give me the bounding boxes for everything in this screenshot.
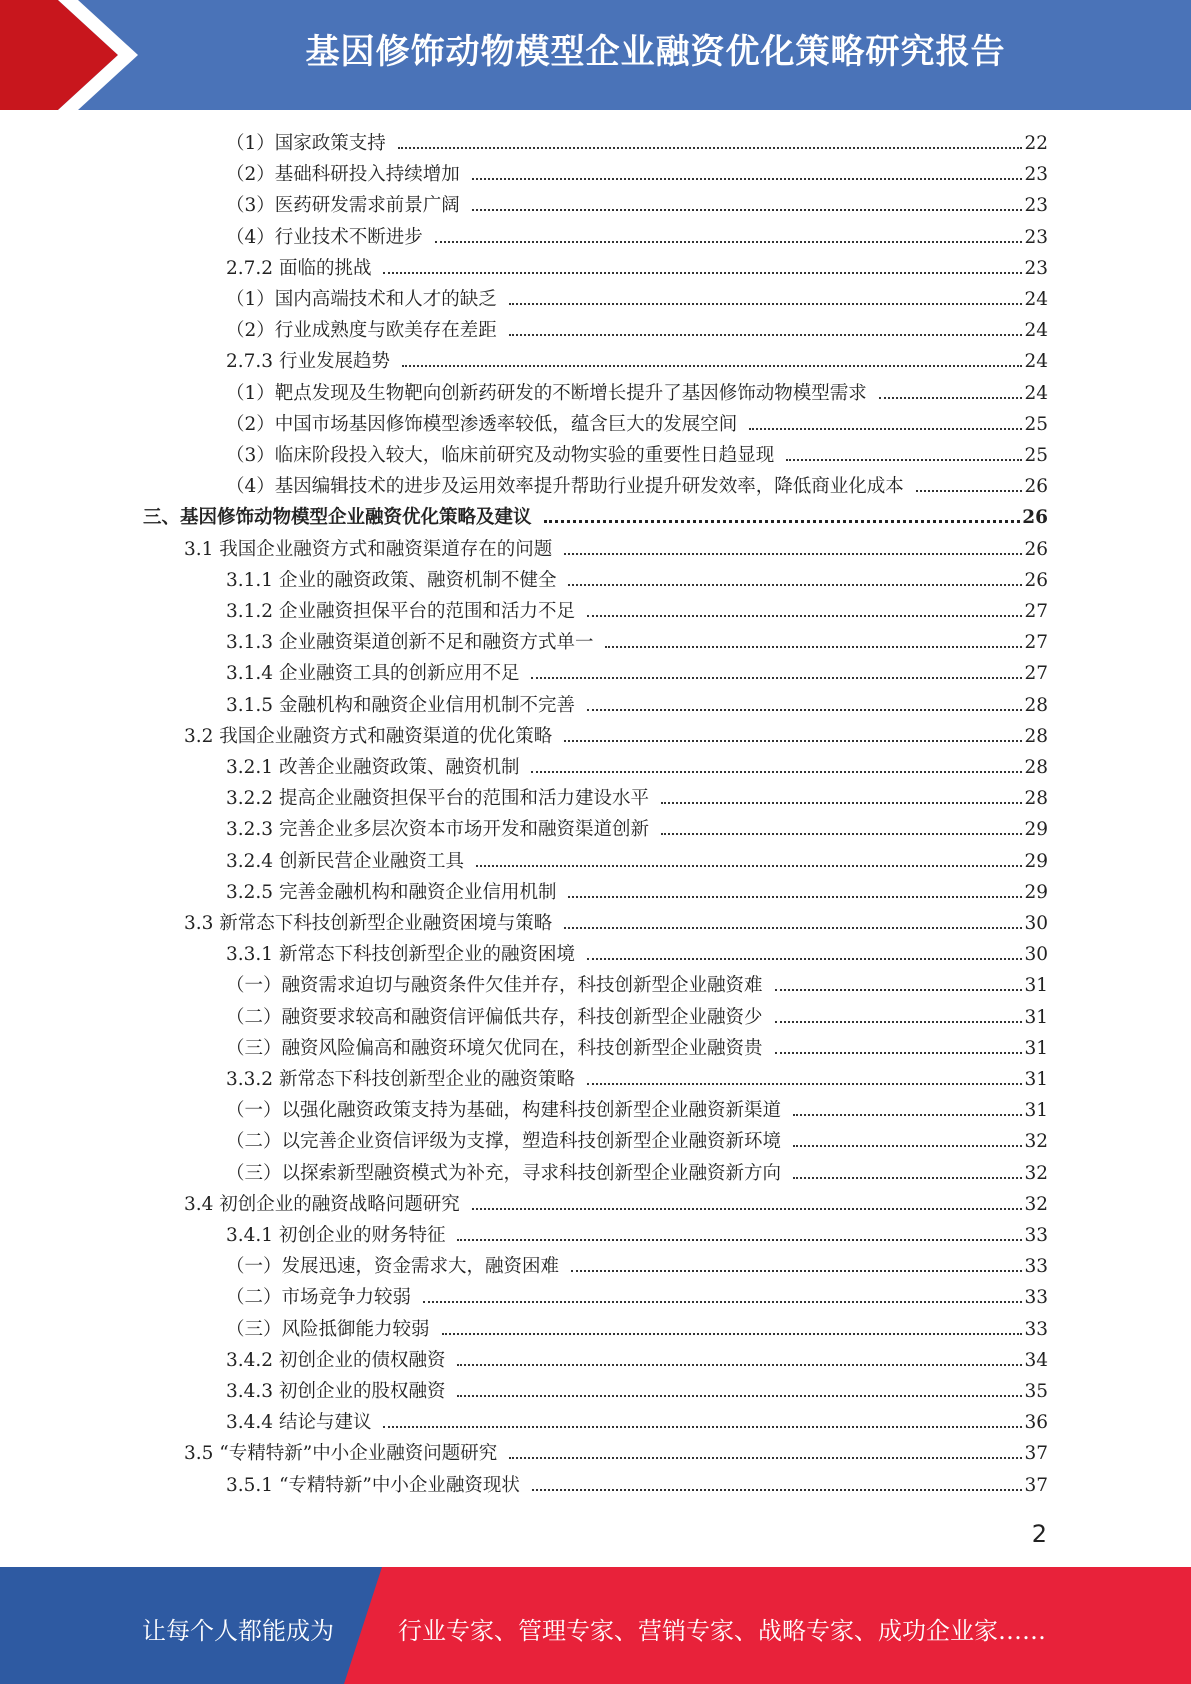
toc-entry-label: 3.1.5 金融机构和融资企业信用机制不完善 bbox=[226, 695, 575, 716]
toc-entry-label: （三）融资风险偏高和融资环境欠优同在，科技创新型企业融资贵 bbox=[226, 1038, 763, 1059]
toc-dot-leader bbox=[457, 1395, 1022, 1397]
toc-dot-leader bbox=[587, 1083, 1022, 1085]
toc-dot-leader bbox=[544, 520, 1021, 523]
toc-entry[interactable] bbox=[226, 159, 1048, 190]
toc-entry-label: （3）医药研发需求前景广阔 bbox=[226, 195, 460, 216]
toc-dot-leader bbox=[749, 428, 1022, 430]
toc-entry[interactable] bbox=[226, 190, 1048, 221]
toc-entry-label: （二）融资要求较高和融资信评偏低共存，科技创新型企业融资少 bbox=[226, 1007, 763, 1028]
toc-entry-page: 27 bbox=[1024, 663, 1048, 684]
toc-entry-label: （3）临床阶段投入较大，临床前研究及动物实验的重要性日趋显现 bbox=[226, 445, 775, 466]
toc-dot-leader bbox=[786, 459, 1022, 461]
footer-banner bbox=[0, 1567, 1191, 1684]
toc-entry[interactable] bbox=[226, 1282, 1048, 1313]
toc-entry-label: （1）国家政策支持 bbox=[226, 133, 386, 154]
footer-slogan-left: 让每个人都能成为 bbox=[142, 1617, 334, 1645]
toc-entry-page: 26 bbox=[1024, 570, 1048, 591]
toc-entry-page: 23 bbox=[1024, 195, 1048, 216]
toc-entry-label: （2）中国市场基因修饰模型渗透率较低，蕴含巨大的发展空间 bbox=[226, 414, 738, 435]
toc-entry-page: 28 bbox=[1024, 726, 1048, 747]
toc-entry-page: 23 bbox=[1024, 258, 1048, 279]
toc-entry[interactable] bbox=[226, 440, 1048, 471]
toc-dot-leader bbox=[476, 865, 1022, 867]
toc-entry-page: 30 bbox=[1024, 913, 1048, 934]
toc-entry[interactable] bbox=[226, 471, 1048, 502]
toc-dot-leader bbox=[564, 553, 1022, 555]
toc-entry-label: （4）基因编辑技术的进步及运用效率提升帮助行业提升研发效率，降低商业化成本 bbox=[226, 476, 904, 497]
toc-entry[interactable] bbox=[226, 658, 1048, 689]
toc-dot-leader bbox=[531, 677, 1022, 679]
toc-entry-page: 33 bbox=[1024, 1225, 1048, 1246]
toc-entry-page: 24 bbox=[1024, 351, 1048, 372]
toc-entry[interactable] bbox=[226, 1158, 1048, 1189]
toc-dot-leader bbox=[472, 178, 1023, 180]
toc-entry-label: 3.1 我国企业融资方式和融资渠道存在的问题 bbox=[184, 539, 553, 560]
toc-entry[interactable] bbox=[226, 814, 1048, 845]
toc-entry[interactable] bbox=[184, 721, 1048, 752]
toc-entry-label: 3.4.4 结论与建议 bbox=[226, 1412, 372, 1433]
toc-entry-label: 3.4 初创企业的融资战略问题研究 bbox=[184, 1194, 460, 1215]
toc-entry-label: （2）行业成熟度与欧美存在差距 bbox=[226, 320, 497, 341]
toc-entry-page: 29 bbox=[1024, 882, 1048, 903]
toc-entry[interactable] bbox=[184, 908, 1048, 939]
toc-entry[interactable] bbox=[226, 378, 1048, 409]
toc-dot-leader bbox=[383, 272, 1022, 274]
toc-dot-leader bbox=[564, 927, 1022, 929]
toc-entry-page: 23 bbox=[1024, 164, 1048, 185]
toc-entry[interactable] bbox=[226, 346, 1048, 377]
toc-dot-leader bbox=[509, 303, 1023, 305]
toc-dot-leader bbox=[568, 584, 1022, 586]
toc-entry-page: 28 bbox=[1024, 788, 1048, 809]
toc-entry[interactable] bbox=[226, 1220, 1048, 1251]
toc-dot-leader bbox=[587, 615, 1022, 617]
toc-entry-label: （一）融资需求迫切与融资条件欠佳并存，科技创新型企业融资难 bbox=[226, 975, 763, 996]
toc-entry-page: 34 bbox=[1024, 1350, 1048, 1371]
toc-entry-page: 27 bbox=[1024, 601, 1048, 622]
toc-entry-label: 三、基因修饰动物模型企业融资优化策略及建议 bbox=[143, 507, 532, 528]
toc-entry-label: （三）以探索新型融资模式为补充，寻求科技创新型企业融资新方向 bbox=[226, 1163, 782, 1184]
toc-entry-label: 3.4.3 初创企业的股权融资 bbox=[226, 1381, 446, 1402]
toc-dot-leader bbox=[793, 1114, 1022, 1116]
toc-entry[interactable] bbox=[226, 1376, 1048, 1407]
toc-entry[interactable] bbox=[226, 1033, 1048, 1064]
toc-entry-page: 25 bbox=[1024, 445, 1048, 466]
report-title: 基因修饰动物模型企业融资优化策略研究报告 bbox=[305, 32, 1006, 72]
toc-entry[interactable] bbox=[226, 877, 1048, 908]
toc-entry-page: 31 bbox=[1024, 1007, 1048, 1028]
toc-entry-page: 28 bbox=[1024, 757, 1048, 778]
toc-entry-page: 33 bbox=[1024, 1256, 1048, 1277]
toc-entry-label: 3.5 “专精特新”中小企业融资问题研究 bbox=[184, 1443, 498, 1464]
toc-entry[interactable] bbox=[226, 1407, 1048, 1438]
toc-entry[interactable] bbox=[226, 939, 1048, 970]
toc-dot-leader bbox=[509, 1457, 1022, 1459]
toc-dot-leader bbox=[531, 771, 1022, 773]
toc-entry-page: 24 bbox=[1024, 320, 1048, 341]
toc-dot-leader bbox=[879, 397, 1023, 399]
toc-entry[interactable] bbox=[226, 1095, 1048, 1126]
toc-entry[interactable] bbox=[226, 565, 1048, 596]
toc-entry[interactable] bbox=[226, 1251, 1048, 1282]
toc-entry-label: 2.7.3 行业发展趋势 bbox=[226, 351, 390, 372]
page-number: 2 bbox=[1031, 1520, 1047, 1548]
toc-entry-page: 25 bbox=[1024, 414, 1048, 435]
toc-entry[interactable] bbox=[226, 1314, 1048, 1345]
toc-dot-leader bbox=[383, 1426, 1022, 1428]
toc-entry-page: 33 bbox=[1024, 1287, 1048, 1308]
toc-entry-label: （2）基础科研投入持续增加 bbox=[226, 164, 460, 185]
toc-entry-label: 3.1.2 企业融资担保平台的范围和活力不足 bbox=[226, 601, 575, 622]
toc-entry[interactable] bbox=[226, 846, 1048, 877]
toc-entry-page: 36 bbox=[1024, 1412, 1048, 1433]
toc-dot-leader bbox=[661, 833, 1022, 835]
toc-entry-label: （二）以完善企业资信评级为支撑，塑造科技创新型企业融资新环境 bbox=[226, 1131, 782, 1152]
toc-entry-label: 2.7.2 面临的挑战 bbox=[226, 258, 372, 279]
toc-dot-leader bbox=[916, 490, 1023, 492]
footer-slogan-right: 行业专家、管理专家、营销专家、战略专家、成功企业家…… bbox=[398, 1617, 1046, 1645]
toc-entry[interactable] bbox=[226, 1002, 1048, 1033]
toc-entry-label: （二）市场竞争力较弱 bbox=[226, 1287, 412, 1308]
toc-entry-page: 31 bbox=[1024, 1038, 1048, 1059]
toc-dot-leader bbox=[435, 241, 1023, 243]
toc-entry[interactable] bbox=[226, 222, 1048, 253]
toc-dot-leader bbox=[568, 896, 1022, 898]
toc-dot-leader bbox=[472, 209, 1023, 211]
toc-entry-label: 3.3 新常态下科技创新型企业融资困境与策略 bbox=[184, 913, 553, 934]
toc-entry-page: 37 bbox=[1024, 1475, 1048, 1496]
toc-entry-page: 37 bbox=[1024, 1443, 1048, 1464]
toc-entry-page: 29 bbox=[1024, 819, 1048, 840]
toc-dot-leader bbox=[423, 1301, 1022, 1303]
toc-entry-label: 3.2 我国企业融资方式和融资渠道的优化策略 bbox=[184, 726, 553, 747]
toc-entry-label: 3.2.4 创新民营企业融资工具 bbox=[226, 851, 464, 872]
toc-entry-label: 3.1.1 企业的融资政策、融资机制不健全 bbox=[226, 570, 557, 591]
toc-entry-label: 3.2.1 改善企业融资政策、融资机制 bbox=[226, 757, 520, 778]
toc-entry-label: 3.4.1 初创企业的财务特征 bbox=[226, 1225, 446, 1246]
toc-entry-page: 31 bbox=[1024, 1100, 1048, 1121]
toc-entry[interactable] bbox=[226, 253, 1048, 284]
toc-dot-leader bbox=[775, 1052, 1023, 1054]
toc-entry-page: 33 bbox=[1024, 1319, 1048, 1340]
toc-dot-leader bbox=[775, 1021, 1023, 1023]
toc-dot-leader bbox=[398, 147, 1023, 149]
toc-entry-label: 3.2.3 完善企业多层次资本市场开发和融资渠道创新 bbox=[226, 819, 649, 840]
toc-entry[interactable] bbox=[143, 502, 1048, 533]
toc-entry-page: 31 bbox=[1024, 1069, 1048, 1090]
toc-entry-page: 32 bbox=[1024, 1163, 1048, 1184]
toc-entry[interactable] bbox=[226, 128, 1048, 159]
toc-entry[interactable] bbox=[226, 1064, 1048, 1095]
toc-entry-page: 28 bbox=[1024, 695, 1048, 716]
toc-entry[interactable] bbox=[226, 783, 1048, 814]
toc-entry-page: 24 bbox=[1024, 289, 1048, 310]
toc-entry[interactable] bbox=[226, 752, 1048, 783]
toc-entry[interactable] bbox=[226, 409, 1048, 440]
toc-entry-page: 30 bbox=[1024, 944, 1048, 965]
toc-entry-label: 3.3.2 新常态下科技创新型企业的融资策略 bbox=[226, 1069, 575, 1090]
toc-entry-label: 3.5.1 “专精特新”中小企业融资现状 bbox=[226, 1475, 520, 1496]
toc-dot-leader bbox=[793, 1145, 1022, 1147]
toc-entry-label: （1）靶点发现及生物靶向创新药研发的不断增长提升了基因修饰动物模型需求 bbox=[226, 383, 867, 404]
toc-entry[interactable] bbox=[184, 534, 1048, 565]
toc-dot-leader bbox=[571, 1270, 1022, 1272]
toc-entry[interactable] bbox=[184, 1189, 1048, 1220]
toc-entry-page: 26 bbox=[1024, 476, 1048, 497]
toc-dot-leader bbox=[564, 740, 1022, 742]
toc-dot-leader bbox=[587, 958, 1022, 960]
toc-entry-label: （4）行业技术不断进步 bbox=[226, 227, 423, 248]
toc-entry-label: （1）国内高端技术和人才的缺乏 bbox=[226, 289, 497, 310]
toc-entry[interactable] bbox=[226, 284, 1048, 315]
toc-dot-leader bbox=[442, 1333, 1023, 1335]
toc-entry-page: 26 bbox=[1022, 507, 1048, 528]
toc-entry-label: 3.2.5 完善金融机构和融资企业信用机制 bbox=[226, 882, 557, 903]
toc-dot-leader bbox=[532, 1489, 1023, 1491]
toc-entry-page: 29 bbox=[1024, 851, 1048, 872]
toc-dot-leader bbox=[793, 1177, 1022, 1179]
toc-dot-leader bbox=[402, 365, 1022, 367]
toc-dot-leader bbox=[457, 1239, 1022, 1241]
toc-entry[interactable] bbox=[226, 1345, 1048, 1376]
toc-entry-page: 27 bbox=[1024, 632, 1048, 653]
toc-entry-label: （一）以强化融资政策支持为基础，构建科技创新型企业融资新渠道 bbox=[226, 1100, 782, 1121]
toc-entry-label: 3.4.2 初创企业的债权融资 bbox=[226, 1350, 446, 1371]
toc-entry-label: 3.1.4 企业融资工具的创新应用不足 bbox=[226, 663, 520, 684]
toc-entry-label: （三）风险抵御能力较弱 bbox=[226, 1319, 430, 1340]
toc-entry-page: 35 bbox=[1024, 1381, 1048, 1402]
toc-entry[interactable] bbox=[184, 1438, 1048, 1469]
toc-dot-leader bbox=[472, 1208, 1023, 1210]
toc-dot-leader bbox=[775, 989, 1023, 991]
toc-entry[interactable] bbox=[226, 627, 1048, 658]
toc-dot-leader bbox=[509, 334, 1023, 336]
header-banner bbox=[0, 0, 1191, 110]
toc-entry[interactable] bbox=[226, 970, 1048, 1001]
toc-entry-page: 31 bbox=[1024, 975, 1048, 996]
toc-entry-page: 22 bbox=[1024, 133, 1048, 154]
toc-entry-label: 3.3.1 新常态下科技创新型企业的融资困境 bbox=[226, 944, 575, 965]
toc-entry-label: 3.1.3 企业融资渠道创新不足和融资方式单一 bbox=[226, 632, 594, 653]
toc-entry-label: 3.2.2 提高企业融资担保平台的范围和活力建设水平 bbox=[226, 788, 649, 809]
toc-dot-leader bbox=[587, 709, 1022, 711]
toc-entry[interactable] bbox=[226, 1126, 1048, 1157]
toc-entry[interactable] bbox=[226, 690, 1048, 721]
toc-dot-leader bbox=[661, 802, 1022, 804]
toc-dot-leader bbox=[457, 1364, 1022, 1366]
toc-entry[interactable] bbox=[226, 596, 1048, 627]
toc-entry-page: 24 bbox=[1024, 383, 1048, 404]
toc-entry-label: （一）发展迅速，资金需求大，融资困难 bbox=[226, 1256, 560, 1277]
toc-dot-leader bbox=[605, 646, 1022, 648]
toc-entry-page: 26 bbox=[1024, 539, 1048, 560]
toc-entry-page: 32 bbox=[1024, 1131, 1048, 1152]
toc-entry-page: 32 bbox=[1024, 1194, 1048, 1215]
toc-entry-page: 23 bbox=[1024, 227, 1048, 248]
chevron-logo-icon bbox=[0, 0, 160, 110]
toc-entry[interactable] bbox=[226, 315, 1048, 346]
toc-entry[interactable] bbox=[226, 1470, 1048, 1501]
